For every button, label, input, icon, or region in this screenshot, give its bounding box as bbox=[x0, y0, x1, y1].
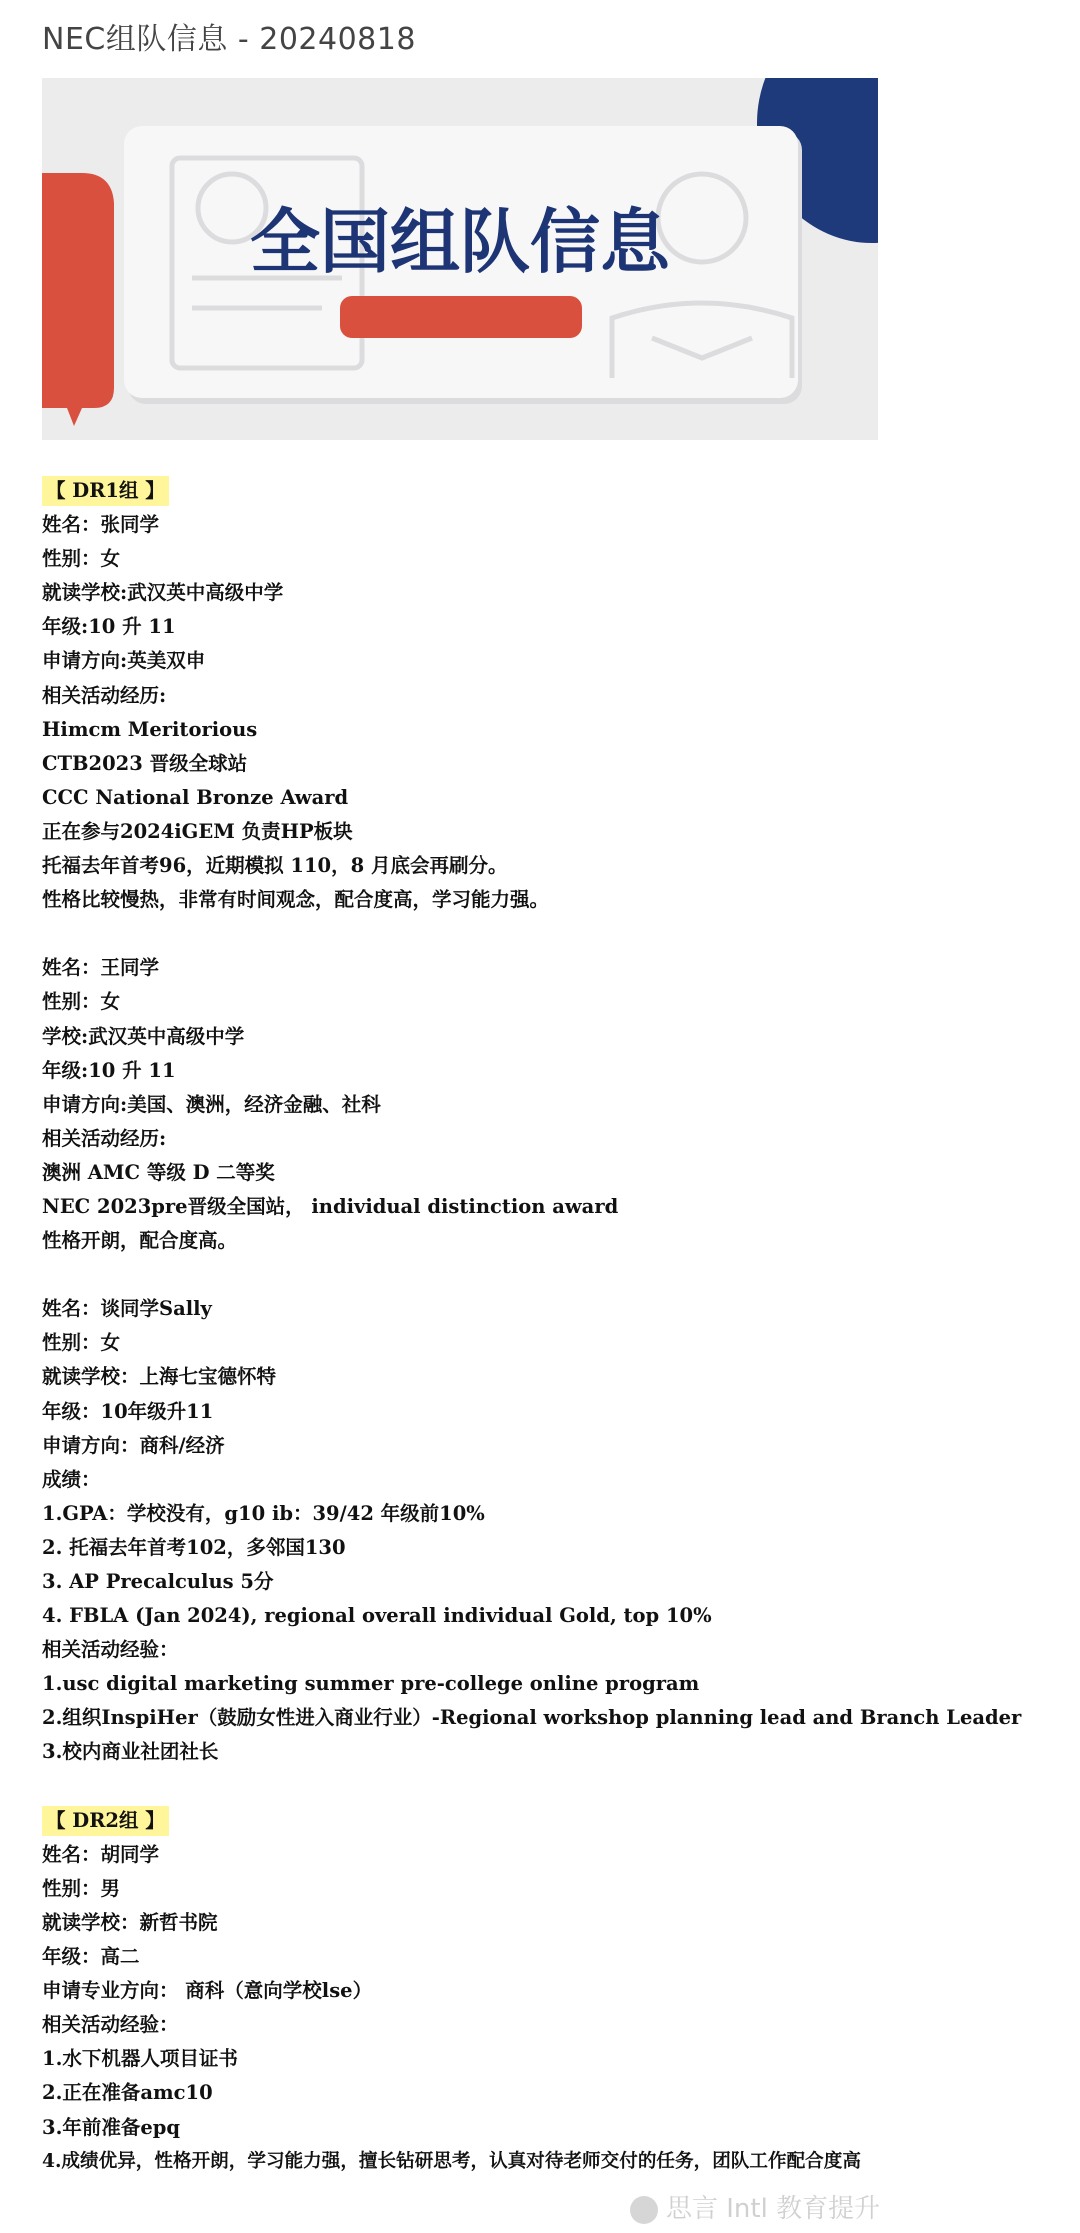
student-line: 就读学校：新哲书院 bbox=[42, 1910, 218, 1934]
student-line: 就读学校:武汉英中高级中学 bbox=[42, 581, 284, 605]
student-line: 姓名：张同学 bbox=[42, 513, 160, 537]
student-line: 申请方向:英美双申 bbox=[42, 649, 206, 673]
spacer bbox=[42, 1258, 1040, 1292]
team-info-content bbox=[42, 474, 1040, 2179]
student-line: 年级：高二 bbox=[42, 1945, 140, 1969]
wechat-icon bbox=[630, 2196, 658, 2224]
banner-title: 全国组队信息 bbox=[250, 201, 670, 283]
student-line: 2.组织InspiHer（鼓励女性进入商业行业）-Regional workshop planning lead and Branch Leader bbox=[42, 1706, 1022, 1730]
student-line: 申请方向：商科/经济 bbox=[42, 1433, 225, 1457]
spacer bbox=[42, 917, 1040, 951]
banner-red-pill bbox=[340, 296, 582, 338]
student-line: 1.GPA：学校没有，g10 ib：39/42 年级前10% bbox=[42, 1501, 485, 1525]
banner-graphic bbox=[42, 78, 878, 440]
student-line: 年级:10 升 11 bbox=[42, 1058, 176, 1082]
student-line: 年级:10 升 11 bbox=[42, 615, 176, 639]
student-line: 3.校内商业社团社长 bbox=[42, 1740, 219, 1764]
student-line: 性格比较慢热，非常有时间观念，配合度高，学习能力强。 bbox=[42, 888, 550, 912]
student-line: 相关活动经历: bbox=[42, 1126, 167, 1150]
student-line: 托福去年首考96，近期模拟 110，8 月底会再刷分。 bbox=[42, 854, 508, 878]
student-line: 成绩： bbox=[42, 1467, 101, 1491]
student-line: 申请方向:美国、澳洲，经济金融、社科 bbox=[42, 1092, 381, 1116]
student-line: 1.水下机器人项目证书 bbox=[42, 2047, 238, 2071]
student-line: CCC National Bronze Award bbox=[42, 785, 349, 809]
student-line: Himcm Meritorious bbox=[42, 717, 258, 741]
student-line: CTB2023 晋级全球站 bbox=[42, 751, 248, 775]
student-line: 姓名：王同学 bbox=[42, 956, 160, 980]
student-line: 4. FBLA (Jan 2024), regional overall individual Gold, top 10% bbox=[42, 1604, 712, 1628]
group-tag-dr2: 【 DR2组 】 bbox=[42, 1806, 169, 1836]
student-line: 正在参与2024iGEM 负责HP板块 bbox=[42, 819, 353, 843]
student-line: 年级：10年级升11 bbox=[42, 1399, 214, 1423]
student-line: 姓名：谈同学Sally bbox=[42, 1297, 212, 1321]
student-line: 就读学校：上海七宝德怀特 bbox=[42, 1365, 277, 1389]
student-line: 性别：女 bbox=[42, 547, 121, 571]
student-line: 2. 托福去年首考102，多邻国130 bbox=[42, 1535, 346, 1559]
student-line: 性别：女 bbox=[42, 1331, 121, 1355]
page-title: NEC组队信息 - 20240818 bbox=[42, 22, 416, 57]
student-line: 性格开朗，配合度高。 bbox=[42, 1229, 238, 1253]
student-line: 3.年前准备epq bbox=[42, 2115, 181, 2139]
student-line: 申请专业方向： 商科（意向学校lse） bbox=[42, 1979, 373, 2003]
student-line: NEC 2023pre晋级全国站， individual distinction award bbox=[42, 1194, 619, 1218]
student-line: 学校:武汉英中高级中学 bbox=[42, 1024, 245, 1048]
student-line: 1.usc digital marketing summer pre-college online program bbox=[42, 1672, 700, 1696]
group-tag-dr1: 【 DR1组 】 bbox=[42, 476, 169, 506]
banner-image bbox=[42, 78, 878, 440]
student-line: 相关活动经验： bbox=[42, 2013, 179, 2037]
student-line: 相关活动经验： bbox=[42, 1638, 179, 1662]
student-line: 相关活动经历: bbox=[42, 683, 167, 707]
watermark bbox=[630, 2188, 880, 2225]
student-line: 姓名：胡同学 bbox=[42, 1842, 160, 1866]
student-line: 性别：男 bbox=[42, 1876, 121, 1900]
banner-red-bubble bbox=[42, 173, 114, 426]
spacer bbox=[42, 1770, 1040, 1804]
watermark-text: 思言 Intl 教育提升 bbox=[666, 2194, 881, 2224]
student-line: 3. AP Precalculus 5分 bbox=[42, 1570, 274, 1593]
student-line: 性别：女 bbox=[42, 990, 121, 1014]
student-line: 2.正在准备amc10 bbox=[42, 2081, 213, 2105]
student-line: 4.成绩优异，性格开朗，学习能力强，擅长钻研思考，认真对待老师交付的任务，团队工作配合度高 bbox=[42, 2150, 861, 2172]
student-line: 澳洲 AMC 等级 D 二等奖 bbox=[42, 1160, 275, 1184]
